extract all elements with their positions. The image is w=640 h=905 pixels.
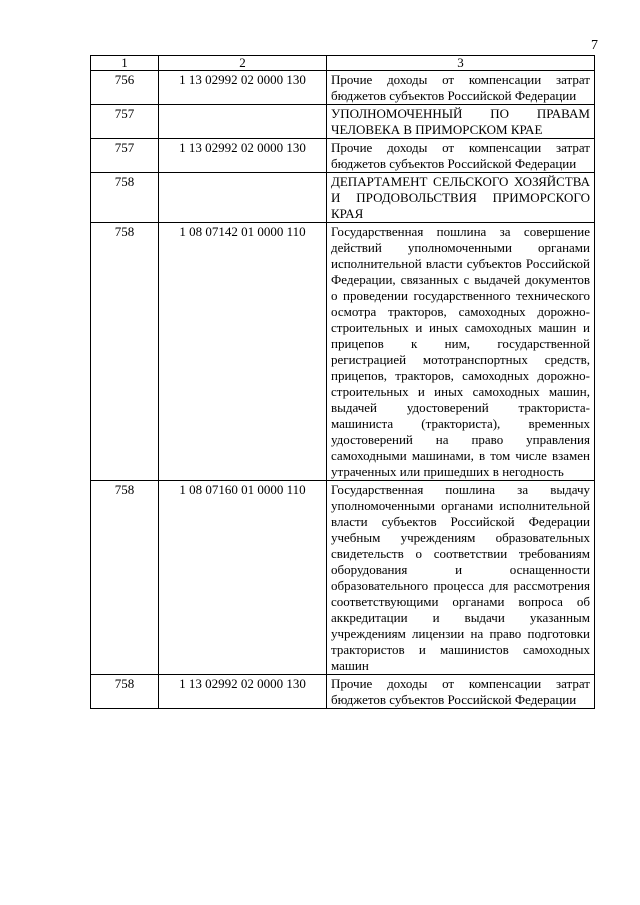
admin-code-cell: 757	[91, 139, 159, 173]
admin-code-cell: 757	[91, 105, 159, 139]
description-cell: Прочие доходы от компенсации затрат бюджетов субъектов Российской Федерации	[327, 675, 595, 709]
description-cell: Государственная пошлина за выдачу уполномоченными органами исполнительной власти субъектов Российской Федерации учебным учреждениям образовательных свидетельств о соответствии требованиям оборудования и оснащенности образовательного процесса для рассмотрения соответствующими органами вопроса об аккредитации и выдачи указанным учреждениям лицензии на право подготовки трактористов и машинистов самоходных машин	[327, 481, 595, 675]
income-code-cell	[159, 173, 327, 223]
description-cell: Государственная пошлина за совершение действий уполномоченными органами исполнительной власти субъектов Российской Федерации, связанных с выдачей документов о проведении государственного технического осмотра тракторов, самоходных дорожно-строительных и иных самоходных машин и прицепов к ним, государственной регистрацией мототранспортных средств, прицепов, тракторов, самоходных дорожно-строительных и иных самоходных машин, выдачей удостоверений тракториста-машиниста (тракториста), временных удостоверений на право управления самоходными машинами, в том числе взамен утраченных или пришедших в негодность	[327, 223, 595, 481]
admin-code-cell: 758	[91, 481, 159, 675]
administrator-name-cell: ДЕПАРТАМЕНТ СЕЛЬСКОГО ХОЗЯЙСТВА И ПРОДОВОЛЬСТВИЯ ПРИМОРСКОГО КРАЯ	[327, 173, 595, 223]
budget-classification-table	[90, 55, 595, 709]
column-header-3: 3	[327, 56, 595, 71]
page-number: 7	[591, 38, 598, 53]
admin-code-cell: 758	[91, 675, 159, 709]
table-row	[91, 71, 595, 105]
income-code-cell: 1 13 02992 02 0000 130	[159, 675, 327, 709]
admin-code-cell: 758	[91, 173, 159, 223]
description-cell: Прочие доходы от компенсации затрат бюджетов субъектов Российской Федерации	[327, 139, 595, 173]
table-row	[91, 223, 595, 481]
admin-code-cell: 756	[91, 71, 159, 105]
column-header-1: 1	[91, 56, 159, 71]
income-code-cell: 1 08 07142 01 0000 110	[159, 223, 327, 481]
description-cell: Прочие доходы от компенсации затрат бюджетов субъектов Российской Федерации	[327, 71, 595, 105]
administrator-name-cell: УПОЛНОМОЧЕННЫЙ ПО ПРАВАМ ЧЕЛОВЕКА В ПРИМОРСКОМ КРАЕ	[327, 105, 595, 139]
table-row	[91, 481, 595, 675]
table-header-row	[91, 56, 595, 71]
income-code-cell	[159, 105, 327, 139]
income-code-cell: 1 13 02992 02 0000 130	[159, 71, 327, 105]
income-code-cell: 1 13 02992 02 0000 130	[159, 139, 327, 173]
table-row	[91, 675, 595, 709]
column-header-2: 2	[159, 56, 327, 71]
income-code-cell: 1 08 07160 01 0000 110	[159, 481, 327, 675]
table-row	[91, 105, 595, 139]
admin-code-cell: 758	[91, 223, 159, 481]
table-row	[91, 139, 595, 173]
table-row	[91, 173, 595, 223]
